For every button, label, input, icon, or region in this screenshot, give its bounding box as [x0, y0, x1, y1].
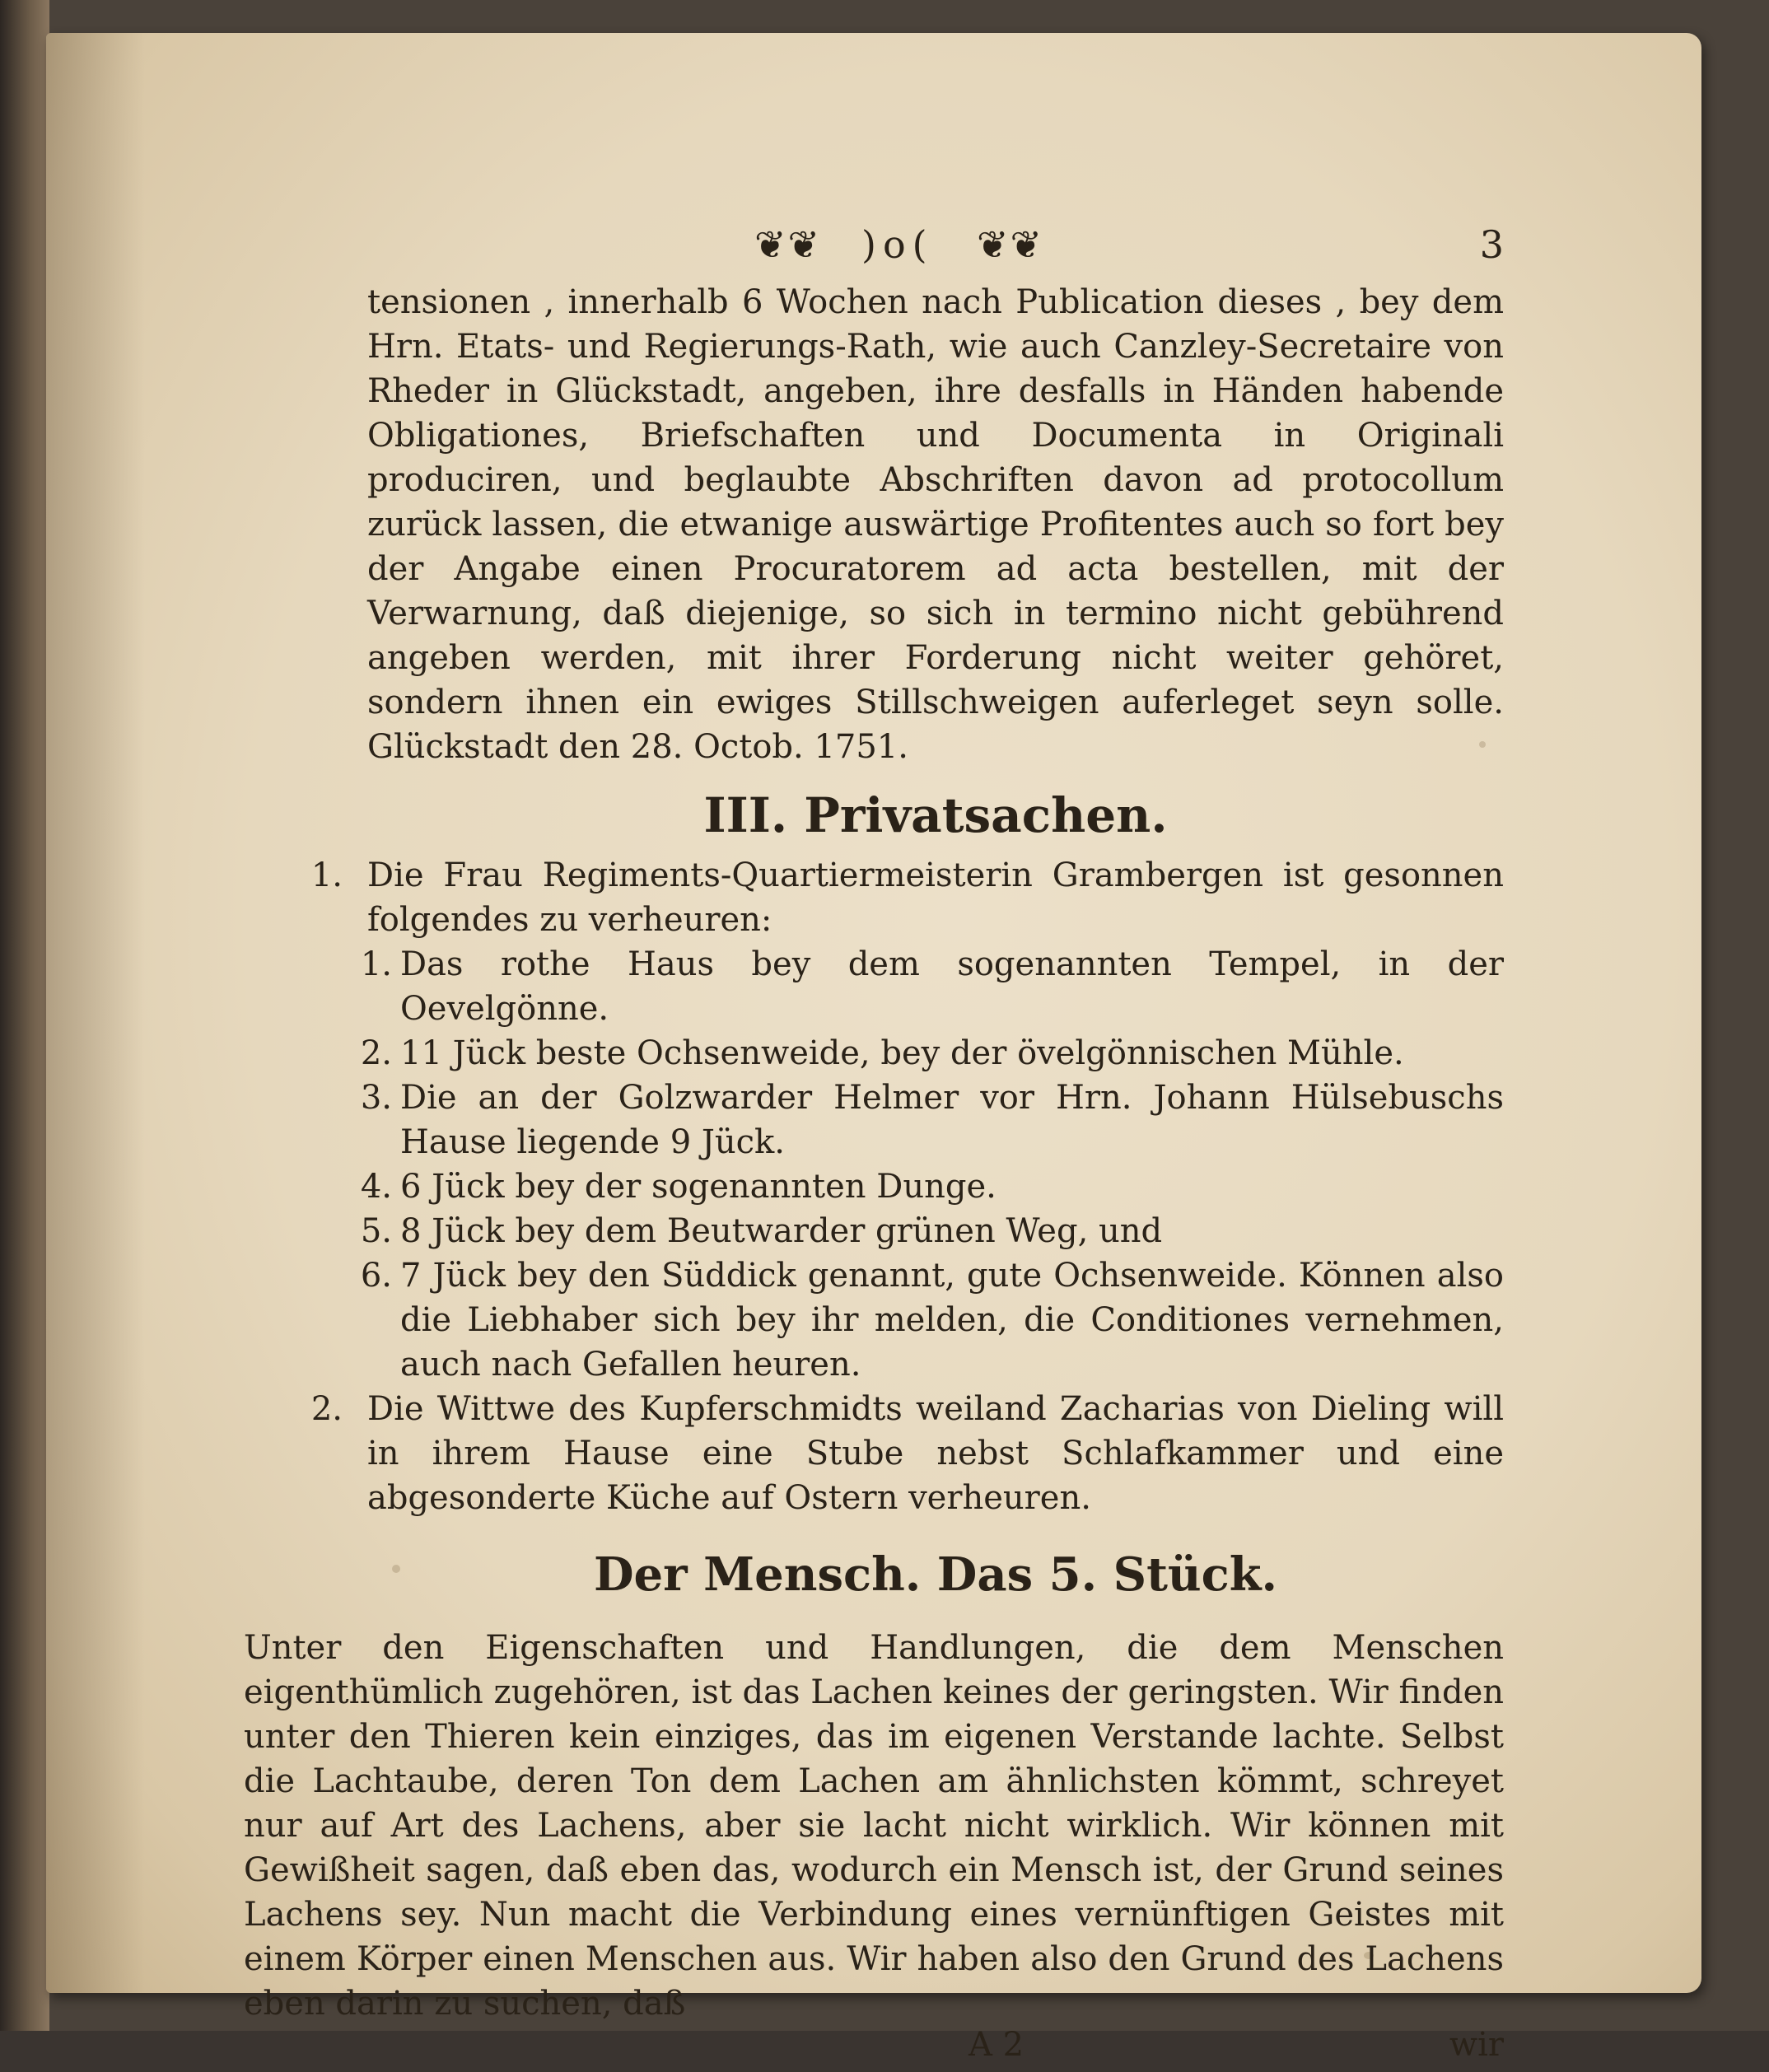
item-text: Die Wittwe des Kupferschmidts weiland Zacharias von Dieling will in ihrem Hause eine Stube nebst Schlafkammer und eine abgesonderte Küche auf Ostern verheuren.	[367, 1390, 1504, 1517]
subitem-number: 2.	[360, 1034, 392, 1072]
essay-paragraph: Unter den Eigenschaften und Handlungen, die dem Menschen eigenthümlich zugehören, ist das Lachen keines der geringsten. Wir finden unter den Thieren kein einziges, das im eigenen Verstande lachte. Selbst die Lachtaube, deren Ton dem Lachen am ähnlichsten kömmt, schreyet nur auf Art des Lachens, aber sie lacht nicht wirklich. Wir können mit Gewißheit sagen, daß eben das, wodurch ein Mensch ist, der Grund seines Lachens sey. Nun macht die Verbindung eines vernünftigen Geistes mit einem Körper einen Menschen aus. Wir haben also den Grund des Lachens eben darin zu suchen, daß	[244, 1629, 1504, 2023]
essay-title: Der Mensch. Das 5. Stück.	[593, 1547, 1278, 1602]
subitem-number: 6.	[360, 1257, 392, 1295]
book-page	[46, 33, 1701, 2064]
notice-paragraph: tensionen , innerhalb 6 Wochen nach Publication dieses , bey dem Hrn. Etats- und Regierungs-Rath, wie auch Canzley-Secretaire von Rheder in Glückstadt, angeben, ihre desfalls in Händen habende Obligationes, Briefschaften und Documenta in Originali produciren, und beglaubte Abschriften davon ad protocollum zurück lassen, die etwanige auswärtige Profitentes auch so fort bey der Angabe einen Procuratorem ad acta bestellen, mit der Verwarnung, daß diejenige, so sich in termino nicht gebührend angeben werden, mit ihrer Forderung nicht weiter gehöret, sondern ihnen ein ewiges Stillschweigen auferleget seyn solle. Glückstadt den 28. Octob. 1751.	[367, 283, 1504, 766]
page-footer	[244, 2026, 1504, 2072]
subitem-text: 8 Jück bey dem Beutwarder grünen Weg, und	[400, 1212, 1163, 1250]
item-number: 1.	[310, 856, 343, 894]
subitem-number: 4.	[360, 1168, 392, 1206]
private-item	[310, 1387, 1504, 1520]
running-head	[367, 214, 1504, 280]
item-number: 2.	[310, 1390, 343, 1428]
private-item	[310, 853, 1504, 942]
subitem-text: Die an der Golzwarder Helmer vor Hrn. Johann Hülsebuschs Hause liegende 9 Jück.	[400, 1079, 1504, 1161]
item-text: Die Frau Regiments-Quartiermeisterin Grambergen ist gesonnen folgendes zu verheuren:	[367, 856, 1504, 939]
text-block	[244, 214, 1504, 2072]
subitem	[360, 942, 1504, 1031]
catchword: wir	[1449, 2026, 1504, 2064]
subitem-number: 1.	[360, 945, 392, 983]
subitem	[360, 1253, 1504, 1387]
signature-mark: A 2	[969, 2026, 1025, 2064]
subitem	[360, 1031, 1504, 1076]
facing-page-edge	[0, 0, 49, 2031]
section-heading: III. Privatsachen.	[703, 787, 1168, 843]
head-ornament-right: ❦❦	[977, 222, 1044, 267]
subitem-text: 6 Jück bey der sogenannten Dunge.	[400, 1168, 997, 1206]
subitem-number: 5.	[360, 1212, 392, 1250]
head-mark: )o(	[861, 222, 934, 267]
head-ornament-left: ❦❦	[754, 222, 822, 267]
subitem	[360, 1209, 1504, 1253]
subitem-text: 7 Jück bey den Süddick genannt, gute Ochsenweide. Können also die Liebhaber sich bey ihr melden, die Conditiones vernehmen, auch nach Gefallen heuren.	[400, 1257, 1504, 1384]
subitem	[360, 1076, 1504, 1164]
subitem-list	[360, 942, 1504, 1387]
subitem-text: 11 Jück beste Ochsenweide, bey der övelgönnischen Mühle.	[400, 1034, 1404, 1072]
subitem-number: 3.	[360, 1079, 392, 1117]
subitem-text: Das rothe Haus bey dem sogenannten Tempel, in der Oevelgönne.	[400, 945, 1504, 1028]
subitem	[360, 1164, 1504, 1209]
page-number: 3	[1479, 222, 1504, 267]
